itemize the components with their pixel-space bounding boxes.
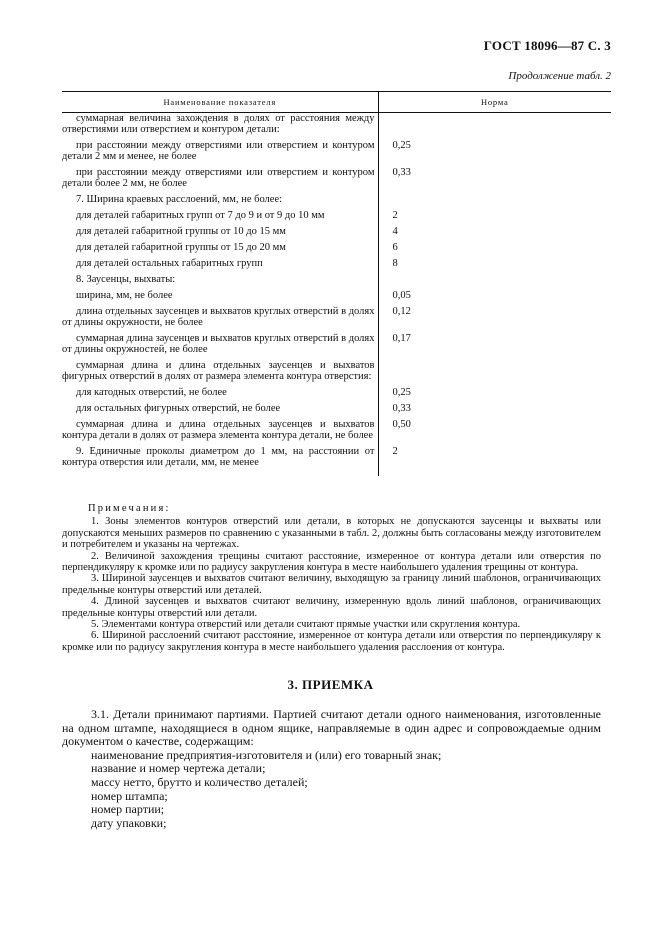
table-row — [62, 113, 611, 141]
list-item: номер партии; — [91, 802, 165, 817]
list-item: массу нетто, брутто и количество деталей; — [91, 774, 308, 789]
norm-cell: 0,05 — [392, 290, 411, 301]
norm-cell: 0,12 — [392, 306, 411, 317]
norm-cell: 8 — [392, 258, 398, 269]
note-item: 4. Длиной заусенцев и выхватов считают величину, измеренную вдоль линий шаблонов, ограничивающих предельные контуры отверстий или детали. — [62, 596, 601, 619]
norm-cell: 0,25 — [392, 140, 411, 151]
indicator-cell: для остальных фигурных отверстий, не более — [62, 403, 378, 419]
norm-cell — [378, 194, 611, 210]
indicator-cell: 7. Ширина краевых расслоений, мм, не более: — [62, 194, 378, 210]
norm-cell: 0,33 — [392, 167, 411, 178]
table-header-row — [62, 92, 611, 113]
table-continuation-label: Продолжение табл. 2 — [508, 70, 611, 82]
notes-block — [62, 503, 601, 653]
indicator-cell: ширина, мм, не более — [62, 290, 378, 306]
indicator-cell: суммарная длина и длина отдельных заусенцев и выхватов фигурных отверстий в долях от размера элемента контура отверстия: — [62, 360, 378, 387]
table-row — [62, 403, 611, 419]
notes-list — [62, 516, 601, 653]
table-row — [62, 333, 611, 360]
norm-cell — [378, 113, 611, 141]
indicator-cell: суммарная длина и длина отдельных заусенцев и выхватов контура детали в долях от размера элемента контура детали, не более — [62, 419, 378, 446]
table-row — [62, 360, 611, 387]
table-row — [62, 446, 611, 476]
note-item: 5. Элементами контура отверстий или детали считают прямые участки или скругления контура. — [91, 619, 521, 631]
indicator-cell: 9. Единичные проколы диаметром до 1 мм, на расстоянии от контура отверстия или детали, мм, не менее — [62, 446, 378, 476]
indicator-cell: 8. Заусенцы, выхваты: — [62, 274, 378, 290]
table-row — [62, 242, 611, 258]
table-row — [62, 140, 611, 167]
indicator-cell: для деталей габаритных групп от 7 до 9 и от 9 до 10 мм — [62, 210, 378, 226]
list-item: наименование предприятия-изготовителя и (или) его товарный знак; — [91, 747, 442, 762]
table-row — [62, 387, 611, 403]
indicator-cell: при расстоянии между отверстиями или отверстием и контуром детали более 2 мм, не более — [62, 167, 378, 194]
note-item: 6. Шириной расслоений считают расстояние, измеренное от контура детали или отверстия по перпендикуляру к кромке или по радиусу закругления контура в месте наибольшего удаления расслоения от контура. — [62, 630, 601, 653]
indicator-cell: суммарная величина захождения в долях от расстояния между отверстиями или отверстием и контуром детали: — [62, 113, 378, 141]
section-paragraph: 3.1. Детали принимают партиями. Партией считают детали одного наименования, изготовленные на одном штампе, находящиеся в одном ящике, направляемые в один адрес и сопровождаемые одним документом о качестве, содержащим: — [62, 707, 601, 749]
document-contents-list — [62, 749, 601, 831]
indicator-cell: длина отдельных заусенцев и выхватов круглых отверстий в долях от длины окружности, не более — [62, 306, 378, 333]
norm-cell: 0,50 — [392, 419, 411, 430]
norm-cell: 2 — [392, 210, 398, 221]
column-header-norm: Норма — [378, 92, 611, 113]
table-row — [62, 274, 611, 290]
column-header-indicator: Наименование показателя — [62, 92, 378, 113]
note-item: 1. Зоны элементов контуров отверстий или детали, в которых не допускаются заусенцы и выхваты или допускаются меньших размеров по сравнению с указанными в табл. 2, должны быть согласованы между изготовителем и потребителем и указаны на чертежах. — [62, 516, 601, 551]
table-row — [62, 419, 611, 446]
norm-cell: 2 — [392, 446, 398, 457]
acceptance-text — [62, 708, 601, 830]
note-item: 3. Шириной заусенцев и выхватов считают величину, выходящую за границу линий шаблонов, ограничивающих предельные контуры отверстий или деталей. — [62, 573, 601, 596]
page-header: ГОСТ 18096—87 С. 3 — [483, 38, 611, 53]
table-row — [62, 258, 611, 274]
norms-table — [62, 91, 611, 476]
list-item: номер штампа; — [91, 788, 168, 803]
indicator-cell: для деталей габаритной группы от 15 до 20 мм — [62, 242, 378, 258]
table-row — [62, 210, 611, 226]
norm-cell — [378, 360, 611, 387]
indicator-cell: для деталей габаритной группы от 10 до 15 мм — [62, 226, 378, 242]
norm-cell: 0,17 — [392, 333, 411, 344]
table-row — [62, 194, 611, 210]
indicator-cell: суммарная длина заусенцев и выхватов круглых отверстий в долях от длины окружностей, не более — [62, 333, 378, 360]
indicator-cell: при расстоянии между отверстиями или отверстием и контуром детали 2 мм и менее, не более — [62, 140, 378, 167]
table-row — [62, 167, 611, 194]
norm-cell — [378, 274, 611, 290]
list-item: название и номер чертежа детали; — [91, 761, 266, 776]
table-row — [62, 226, 611, 242]
norm-cell: 0,25 — [392, 387, 411, 398]
indicator-cell: для деталей остальных габаритных групп — [62, 258, 378, 274]
list-item: дату упаковки; — [91, 815, 167, 830]
table-row — [62, 290, 611, 306]
table-row — [62, 306, 611, 333]
indicator-cell: для катодных отверстий, не более — [62, 387, 378, 403]
note-item: 2. Величиной захождения трещины считают расстояние, измеренное от контура детали или отверстия по перпендикуляру к кромке или по радиусу закругления контура в месте наибольшего удаления трещины от контура. — [62, 550, 601, 574]
notes-title: Примечания: — [88, 503, 171, 514]
norm-cell: 4 — [392, 226, 398, 237]
norm-cell: 6 — [392, 242, 398, 253]
section-title: 3. ПРИЕМКА — [287, 677, 374, 692]
norm-cell: 0,33 — [392, 403, 411, 414]
